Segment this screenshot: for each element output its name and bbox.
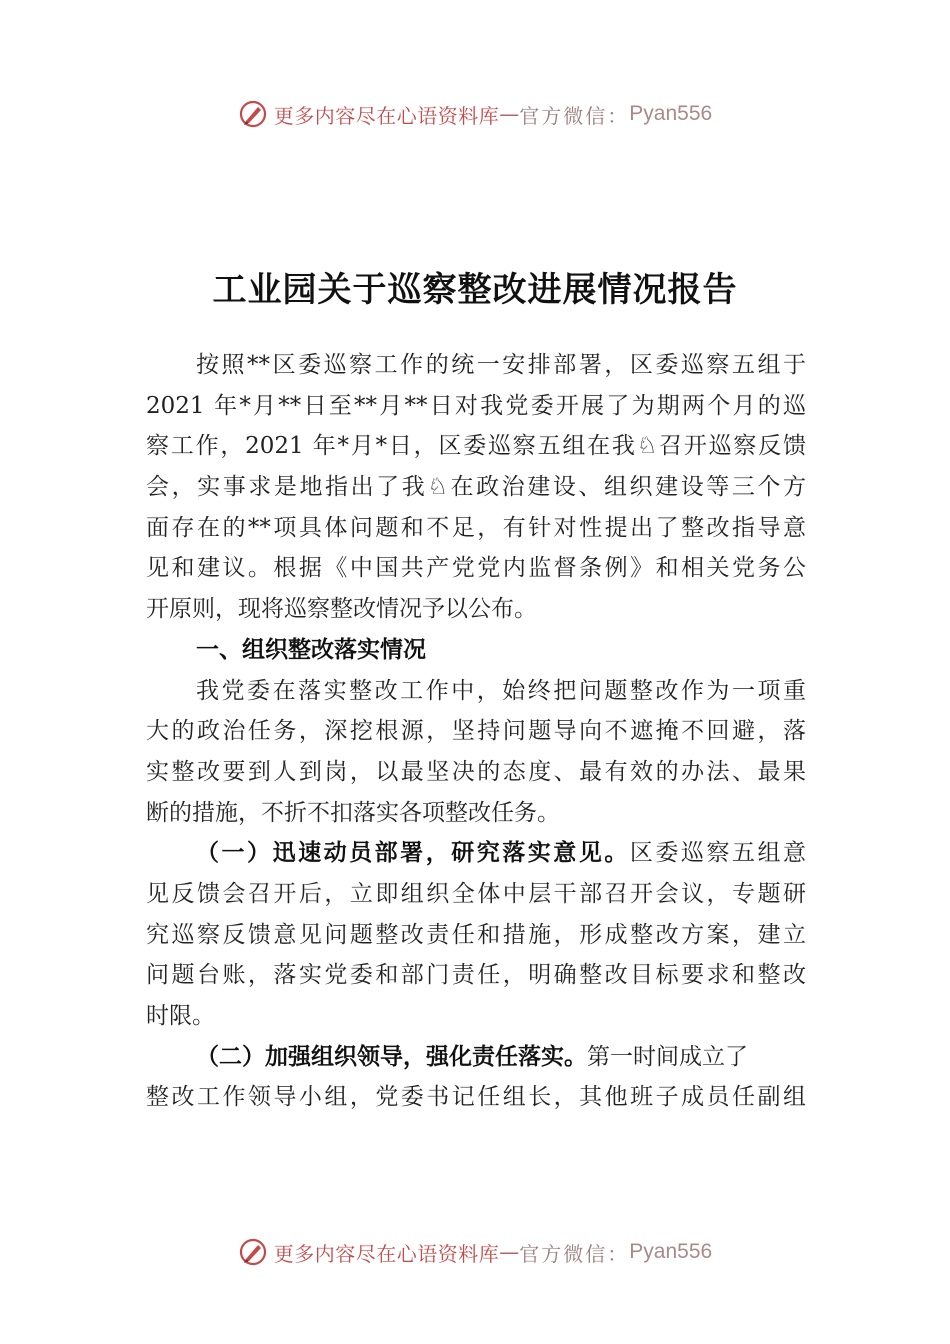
footer-watermark (0, 1234, 950, 1270)
paragraph-1-line-6: 见和建议。根据《中国共产党党内监督条例》和相关党务公 (146, 555, 806, 582)
paragraph-4-line-1-rest: 第一时间成立了 (587, 1043, 748, 1070)
paragraph-1-line-3: 察工作，2021 年*月*日，区委巡察五组在我♘召开巡察反馈 (146, 433, 806, 460)
watermark-dash: — (499, 1240, 520, 1264)
paragraph-2-line-3: 实整改要到人到岗，以最坚决的态度、最有效的办法、最果 (146, 758, 806, 785)
header-watermark (0, 96, 950, 132)
watermark-text: 更多内容尽在心语资料库 (273, 1241, 500, 1266)
watermark-wechat-id: Pyan556 (629, 102, 713, 125)
paragraph-3-line-5: 时限。 (146, 1003, 215, 1029)
paragraph-2-line-4: 断的措施，不折不扣落实各项整改任务。 (146, 799, 560, 826)
watermark-dash: — (499, 102, 520, 126)
paragraph-3-line-1 (146, 833, 806, 874)
watermark-wechat-id: Pyan556 (629, 1240, 713, 1263)
paragraph-2-line-1: 我党委在落实整改工作中，始终把问题整改作为一项重 (196, 677, 806, 704)
paragraph-4-lead: （二）加强组织领导，强化责任落实。 (196, 1042, 587, 1070)
paragraph-3-line-2: 见反馈会召开后，立即组织全体中层干部召开会议，专题研 (146, 880, 806, 907)
paragraph-1-line-2: 2021 年*月**日至**月**日对我党委开展了为期两个月的巡 (146, 392, 806, 419)
paragraph-2-line-2: 大的政治任务，深挖根源，坚持问题导向不遮掩不回避，落 (146, 718, 806, 745)
paragraph-3-line-3: 究巡察反馈意见问题整改责任和措施，形成整改方案，建立 (146, 921, 806, 948)
paragraph-4-line-1 (146, 1037, 806, 1078)
section-1-heading: 一、组织整改落实情况 (196, 636, 426, 663)
watermark-text: 更多内容尽在心语资料库 (273, 103, 500, 128)
paragraph-3-line-1-rest: 区委巡察五组意 (629, 840, 806, 867)
document-title: 工业园关于巡察整改进展情况报告 (212, 270, 738, 310)
paragraph-1-line-4: 会，实事求是地指出了我♘在政治建设、组织建设等三个方 (146, 474, 806, 501)
pen-logo-icon (238, 99, 268, 129)
paragraph-3-line-4: 问题台账，落实党委和部门责任，明确整改目标要求和整改 (146, 962, 806, 989)
paragraph-1-line-1: 按照**区委巡察工作的统一安排部署，区委巡察五组于 (196, 352, 806, 378)
paragraph-4-line-2: 整改工作领导小组，党委书记任组长，其他班子成员任副组 (146, 1084, 806, 1111)
document-body (146, 345, 806, 1118)
pen-logo-icon (238, 1237, 268, 1267)
paragraph-1-line-7: 开原则，现将巡察整改情况予以公布。 (146, 596, 537, 623)
paragraph-1-line-5: 面存在的**项具体问题和不足，有针对性提出了整改指导意 (146, 514, 806, 541)
paragraph-3-lead: （一）迅速动员部署，研究落实意见。 (196, 839, 630, 867)
watermark-label: 官方微信： (519, 1241, 630, 1266)
watermark-label: 官方微信： (519, 103, 630, 128)
